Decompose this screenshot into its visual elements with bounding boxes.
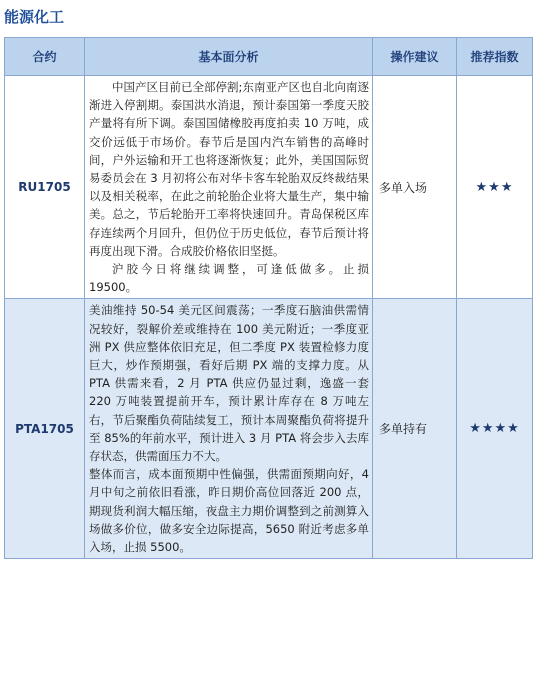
recommendation-table [4,37,533,559]
contract-cell: PTA1705 [5,299,85,559]
rating-stars: ★★★★ [457,299,533,559]
header-rating: 推荐指数 [457,38,533,76]
table-header-row [5,38,533,76]
table-row [5,299,533,559]
section-title: 能源化工 [4,8,65,26]
analysis-cell [85,76,373,299]
analysis-cell [85,299,373,559]
advice-cell: 多单持有 [373,299,457,559]
advice-cell: 多单入场 [373,76,457,299]
analysis-paragraph: 整体而言，成本面预期中性偏强，供需面预期向好，4 月中旬之前依旧看涨，昨日期价高位回落近 200 点，期现货利润大幅压缩，夜盘主力期价调整到之前测算入场做多价位，做多安全边际提高，5650 附近考虑多单入场，止损 5500。 [89,467,369,555]
header-contract: 合约 [5,38,85,76]
contract-cell: RU1705 [5,76,85,299]
table-row [5,76,533,299]
analysis-paragraph: 美油维持 50-54 美元区间震荡；一季度石脑油供需情况较好，裂解价差或维持在 100 美元附近；一季度亚洲 PX 供应整体依旧充足，但二季度 PX 装置检修力度巨大，炒作预期强，看好后期 PX 端的支撑力度。从 PTA 供需来看，2 月 PTA 供应仍显过剩，逸盛一套 220 万吨装置提前开车，预计累计库存在 8 万吨左右，节后聚酯负荷陆续复工，预计本周聚酯负荷将提升至 85%的年前水平，预计进入 3 月 PTA 将会步入去库存状态，供需面压力不大。 [89,303,369,464]
analysis-paragraph: 中国产区目前已全部停割;东南亚产区也自北向南逐渐进入停割期。泰国洪水消退，预计泰国第一季度天胶产量将有所下调。泰国国储橡胶再度拍卖 10 万吨，成交价远低于市场价。春节后是国内汽车销售的高峰时间，户外运输和开工也将逐渐恢复；此外，美国国际贸易委员会在 3 月初将公布对华卡客车轮胎双反终裁结果以及相关税率，在此之前轮胎企业将大量生产，集中输美。总之，节后轮胎开工率将快速回升。青岛保税区库存连续两个月回升，但仍位于历史低位，春节后预计将再度出现下滑。合成胶价格依旧坚挺。 [89,80,369,258]
analysis-paragraph: 沪胶今日将继续调整，可逢低做多。止损 19500。 [89,262,369,295]
header-analysis: 基本面分析 [85,38,373,76]
header-advice: 操作建议 [373,38,457,76]
rating-stars: ★★★ [457,76,533,299]
